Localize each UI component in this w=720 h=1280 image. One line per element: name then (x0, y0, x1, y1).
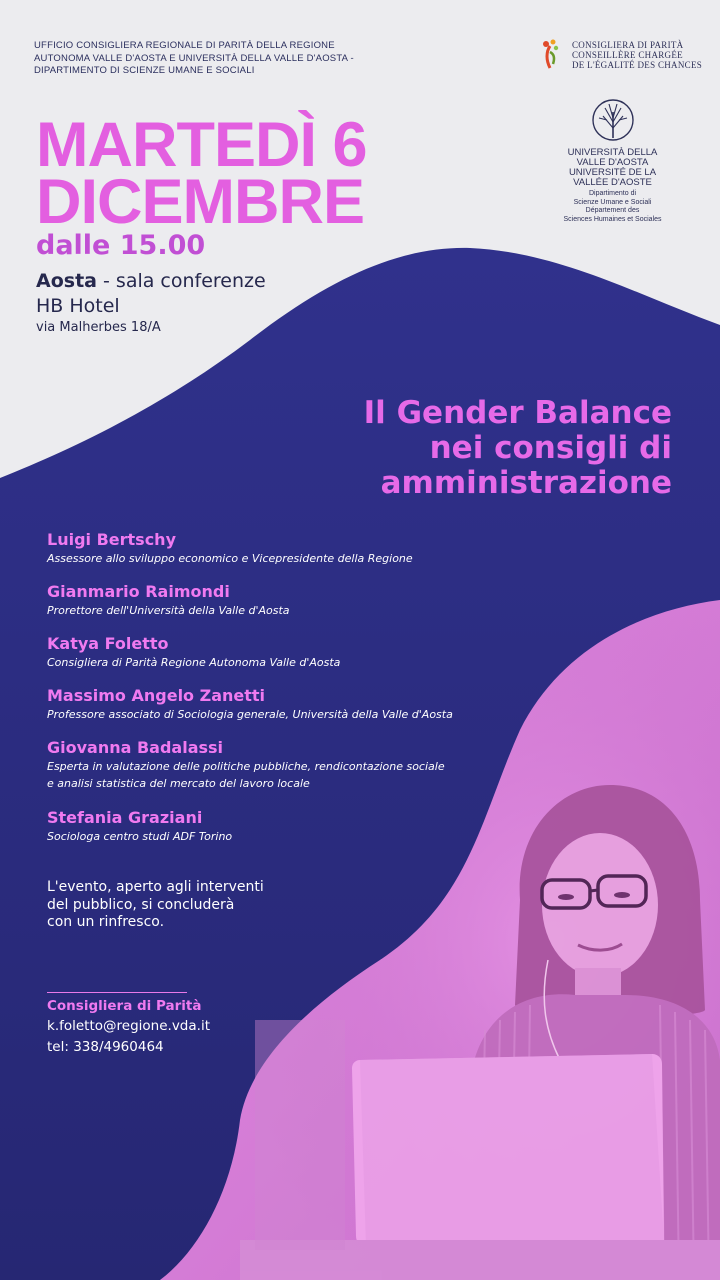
logo-line: VALLÉE D'AOSTE (573, 177, 652, 188)
logo-line: Département des (585, 207, 640, 214)
university-logo-text (540, 148, 685, 188)
speaker-role: Assessore allo sviluppo economico e Vicepresidente della Regione (47, 552, 413, 565)
title-line: amministrazione (380, 465, 672, 501)
note-line: con un rinfresco. (47, 914, 165, 930)
logo-line: CONSEILLÈRE CHARGÉE (572, 50, 683, 60)
speaker-role: Esperta in valutazione delle politiche pubbliche, rendicontazione sociale (47, 760, 445, 773)
speaker-name: Gianmario Raimondi (47, 582, 230, 601)
logo-line: CONSIGLIERA DI PARITÀ (572, 40, 684, 50)
logo-line: UNIVERSITÉ DE LA (568, 167, 657, 178)
consigliera-logo-icon (540, 38, 558, 68)
logo-line: DE L'ÉGALITÉ DES CHANCES (572, 60, 703, 70)
note-line: del pubblico, si concluderà (47, 896, 235, 913)
speaker-item (47, 808, 232, 845)
speaker-item (47, 738, 445, 792)
speaker-name: Massimo Angelo Zanetti (47, 686, 266, 705)
title-line: Il Gender Balance (363, 395, 672, 431)
event-time: dalle 15.00 (36, 230, 206, 261)
speaker-item (47, 686, 453, 723)
event-title (364, 396, 672, 501)
event-note (47, 879, 264, 932)
contact-email[interactable]: k.foletto@regione.vda.it (47, 1018, 210, 1034)
event-venue-suffix: - sala conferenze (96, 270, 266, 292)
speaker-name: Katya Foletto (47, 634, 169, 653)
university-tree-icon (585, 98, 641, 146)
organizer-block (34, 40, 354, 78)
event-date (36, 110, 367, 237)
organizer-line: UFFICIO CONSIGLIERA REGIONALE DI PARITÀ DELLA REGIONE (34, 40, 335, 51)
speaker-item (47, 634, 340, 671)
speaker-role: Professore associato di Sociologia generale, Università della Valle d'Aosta (47, 708, 453, 721)
speaker-name: Stefania Graziani (47, 808, 203, 827)
logo-line: Scienze Umane e Sociali (573, 198, 652, 206)
speaker-item (47, 582, 290, 619)
divider (47, 992, 187, 993)
event-address: via Malherbes 18/A (36, 320, 161, 335)
date-line: DICEMBRE (36, 167, 365, 237)
speaker-name: Luigi Bertschy (47, 530, 176, 549)
title-line: nei consigli di (429, 430, 672, 466)
speaker-role: Consigliera di Parità Regione Autonoma Valle d'Aosta (47, 656, 341, 669)
event-location (36, 269, 266, 319)
organizer-line: DIPARTIMENTO DI SCIENZE UMANE E SOCIALI (34, 65, 255, 76)
event-city: Aosta (36, 270, 97, 292)
contact-phone[interactable]: tel: 338/4960464 (47, 1039, 164, 1055)
speaker-name: Giovanna Badalassi (47, 738, 224, 757)
note-line: L'evento, aperto agli interventi (47, 879, 264, 895)
date-line: MARTEDÌ 6 (36, 110, 367, 180)
contact-block (47, 998, 210, 1058)
logo-line: Sciences Humaines et Sociales (563, 215, 662, 223)
logo-line: UNIVERSITÀ DELLA (567, 147, 658, 158)
organizer-line: AUTONOMA VALLE D'AOSTA E UNIVERSITÀ DELLA VALLE D'AOSTA - (34, 52, 354, 64)
logo-line: Dipartimento di (588, 190, 637, 197)
speaker-role: Sociologa centro studi ADF Torino (47, 830, 233, 843)
speaker-role: e analisi statistica del mercato del lavoro locale (47, 777, 310, 790)
department-logo-text (540, 190, 685, 224)
contact-title: Consigliera di Parità (47, 998, 202, 1014)
event-venue: HB Hotel (36, 295, 120, 317)
speaker-item (47, 530, 413, 567)
consigliera-logo-text (572, 40, 702, 70)
logo-line: VALLE D'AOSTA (576, 157, 649, 168)
speaker-role: Prorettore dell'Università della Valle d'Aosta (47, 604, 290, 617)
